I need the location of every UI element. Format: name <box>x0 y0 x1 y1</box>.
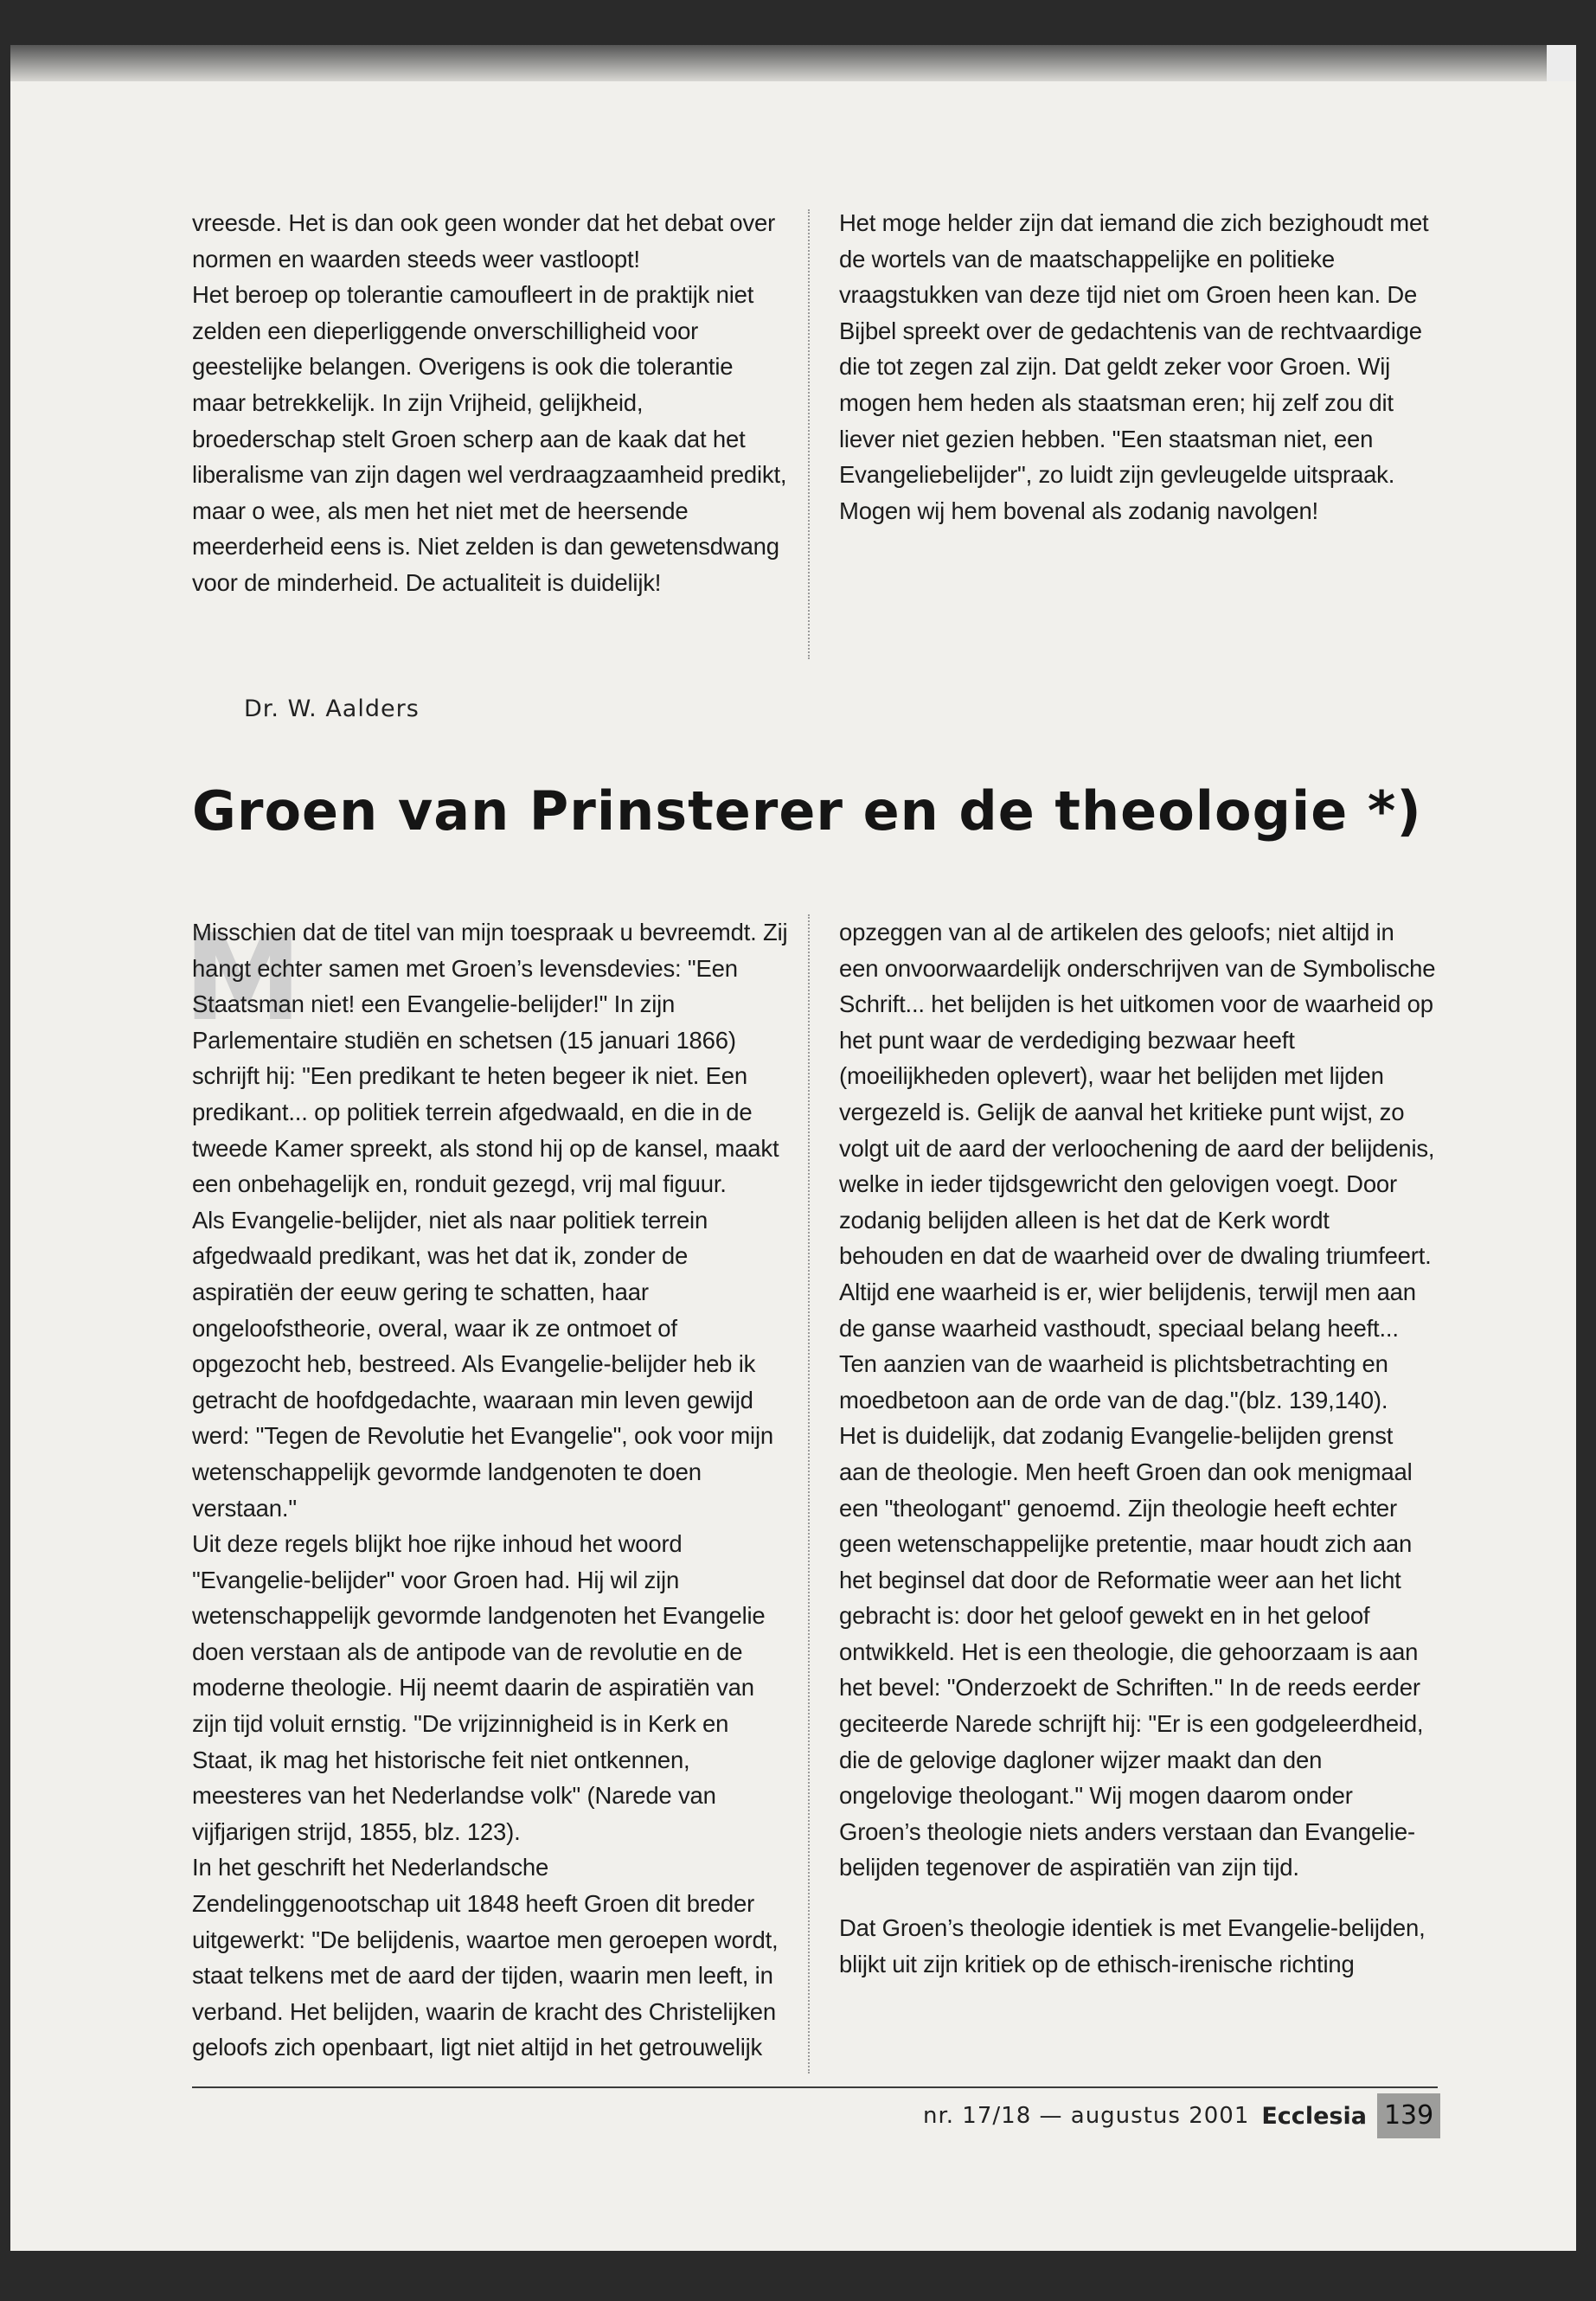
paragraph: Het beroep op tolerantie camoufleert in de praktijk niet zelden een dieperliggende onverschilligheid voor geestelijke belangen. Overigens is ook die tolerantie maar betrekkelijk. In zijn Vrijheid, gelijkheid, broederschap stelt Groen scherp aan de kaak dat het liberalisme van zijn dagen wel verdraagzaamheid predikt, maar o wee, als men het niet met de heersende meerderheid eens is. Niet zelden is dan gewetensdwang voor de minderheid. De actualiteit is duidelijk! <box>192 281 787 596</box>
paragraph: Als Evangelie-belijder, niet als naar politiek terrein afgedwaald predikant, was het dat ik, zonder de aspiratiën der eeuw gering te schatten, haar ongeloofstheorie, overal, waar ik ze ontmoet of opgezocht heb, bestreed. Als Evangelie-belijder heb ik getracht de hoofdgedachte, waaraan min leven gewijd werd: "Tegen de Revolutie het Evangelie", ook voor mijn wetenschappelijk gevormde landgenoten te doen verstaan." <box>192 1206 773 1522</box>
paragraph: Het is duidelijk, dat zodanig Evangelie-belijden grenst aan de theologie. Men heeft Groen dan ook menigmaal een "theologant" genoemd. Zijn theologie heeft echter geen wetenschappelijke pretentie, maar houdt zich aan het beginsel dat door de Reformatie weer aan het licht gebracht is: door het geloof gewekt en in het geloof ontwikkeld. Het is een theologie, die gehoorzaam is aan het bevel: "Onderzoekt de Schriften." In de reeds eerder geciteerde Narede schrijft hij: "Er is een godgeleerdheid, die de gelovige dagloner wijzer maakt dan den ongelovige theologant." Wij mogen daarom onder Groen’s theologie niets anders verstaan dan Evangelie-belijden tegenover de aspiratiën van zijn tijd. <box>839 1422 1424 1881</box>
bottom-left-column <box>192 914 789 2066</box>
paragraph: Het moge helder zijn dat iemand die zich bezighoudt met de wortels van de maatschappelijke en politieke vraagstukken van deze tijd niet om Groen heen kan. De Bijbel spreekt over de gedachtenis van de rechtvaardige die tot zegen zal zijn. Dat geldt zeker voor Groen. Wij mogen hem heden als staatsman eren; hij zelf zou dit liever niet gezien hebben. "Een staatsman niet, een Evangeliebelijder", zo luidt zijn gevleugelde uitspraak. Mogen wij hem bovenal als zodanig navolgen! <box>839 209 1429 524</box>
page-footer <box>923 2093 1440 2138</box>
paragraph: Misschien dat de titel van mijn toespraak u bevreemdt. Zij hangt echter samen met Groen’s levensdevies: "Een Staatsman niet! een Evangelie-belijder!" In zijn Parlementaire studiën en schetsen (15 januari 1866) schrijft hij: "Een predikant te heten begeer ik niet. Een predikant... op politiek terrein afgedwaald, en die in de tweede Kamer spreekt, als stond hij op de kansel, maakt een onbehagelijk en, ronduit gezegd, vrij mal figuur. <box>192 919 788 1198</box>
drop-cap: M <box>183 908 303 1048</box>
column-divider <box>808 914 810 2073</box>
column-divider <box>808 209 810 659</box>
article-title: Groen van Prinsterer en de theologie *) <box>192 779 1422 843</box>
page-corner <box>1547 45 1576 81</box>
document-page <box>10 45 1576 2251</box>
paragraph: Dat Groen’s theologie identiek is met Evangelie-belijden, blijkt uit zijn kritiek op de ethisch-irenische richting <box>839 1914 1426 1977</box>
paragraph: opzeggen van al de artikelen des geloofs; niet altijd in een onvoorwaardelijk onderschrijven van de Symbolische Schrift... het belijden is het uitkomen voor de waarheid op het punt waar de verdediging bezwaar heeft (moeilijkheden oplevert), waar het belijden met lijden vergezeld is. Gelijk de aanval het kritieke punt wijst, zo volgt uit de aard der verloochening de aard der belijdenis, welke in ieder tijdsgewricht den gelovigen voegt. Door zodanig belijden alleen is het dat de Kerk wordt behouden en dat de waarheid over de dwaling triumfeert. Altijd ene waarheid is er, wier belijdenis, terwijl men aan de ganse waarheid vasthoudt, speciaal belang heeft... Ten aanzien van de waarheid is plichtsbetrachting en moedbetoon aan de orde van de dag."(blz. 139,140). <box>839 919 1436 1413</box>
footer-rule <box>192 2086 1438 2088</box>
page-number: 139 <box>1377 2093 1440 2138</box>
issue-label: nr. 17/18 — augustus 2001 <box>923 2103 1250 2129</box>
magazine-name: Ecclesia <box>1261 2102 1367 2130</box>
paragraph: vreesde. Het is dan ook geen wonder dat het debat over normen en waarden steeds weer vastloopt! <box>192 209 776 272</box>
paragraph: In het geschrift het Nederlandsche Zendelinggenootschap uit 1848 heeft Groen dit breder uitgewerkt: "De belijdenis, waartoe men geroepen wordt, staat telkens met de aard der tijden, waarin men leeft, in verband. Het belijden, waarin de kracht des Christelijken geloofs zich openbaart, ligt niet altijd in het getrouwelijk <box>192 1854 779 2061</box>
bottom-right-column <box>839 914 1436 1982</box>
paragraph: Uit deze regels blijkt hoe rijke inhoud het woord "Evangelie-belijder" voor Groen had. Hij wil zijn wetenschappelijk gevormde landgenoten het Evangelie doen verstaan als de antipode van de revolutie en de moderne theologie. Hij neemt daarin de aspiratiën van zijn tijd voluit ernstig. "De vrijzinnigheid is in Kerk en Staat, ik mag het historische feit niet ontkennen, meesteres van het Nederlandse volk" (Narede van vijfjarigen strijd, 1855, blz. 123). <box>192 1530 766 1845</box>
top-left-column <box>192 205 789 601</box>
author-name: Dr. W. Aalders <box>244 695 420 722</box>
top-right-column <box>839 205 1436 529</box>
scan-top-edge <box>10 45 1576 81</box>
